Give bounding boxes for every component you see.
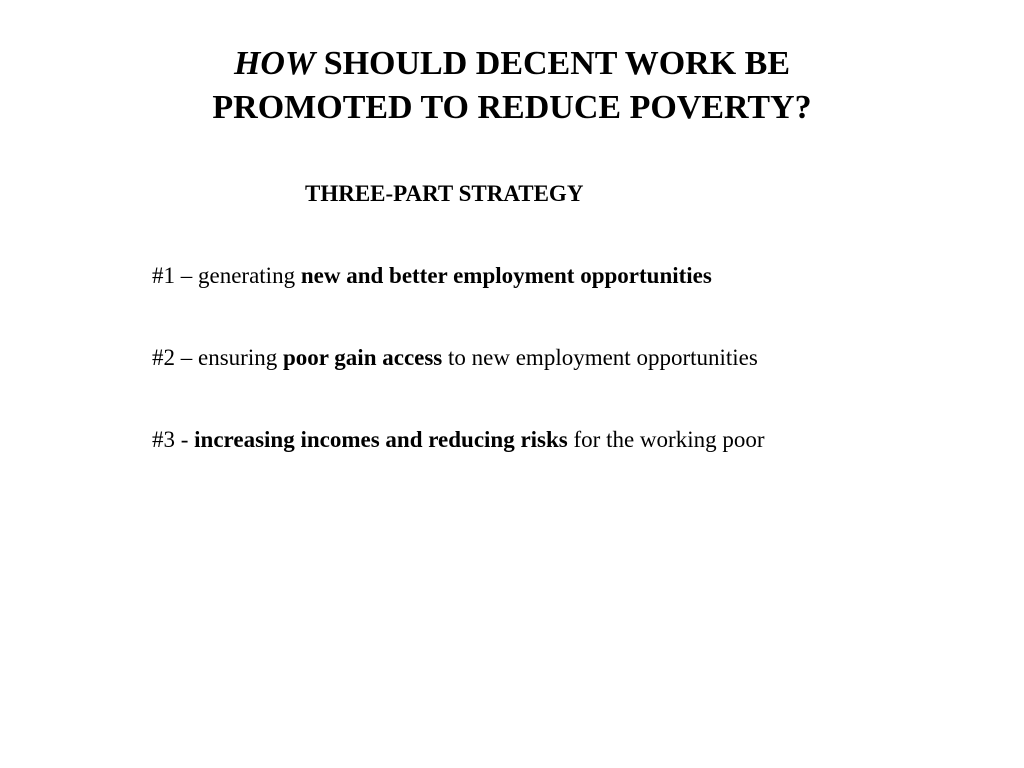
point-3-bold: increasing incomes and reducing risks: [194, 427, 568, 452]
strategy-point-3: [152, 425, 765, 455]
slide-title: [0, 42, 1024, 130]
point-3-suffix: for the working poor: [567, 427, 765, 452]
point-2-suffix: to new employment opportunities: [442, 345, 758, 370]
strategy-subtitle: THREE-PART STRATEGY: [305, 181, 584, 206]
point-1-bold: new and better employment opportunities: [300, 263, 712, 288]
strategy-point-1: [152, 261, 712, 291]
title-line-2: PROMOTED TO REDUCE POVERTY?: [212, 89, 812, 126]
strategy-point-2: [152, 343, 758, 373]
point-2-bold: poor gain access: [282, 345, 443, 370]
title-emphasis: HOW: [233, 45, 316, 82]
title-line-1-text: SHOULD DECENT WORK BE: [315, 45, 791, 82]
point-2-prefix: #2 – ensuring: [152, 345, 283, 370]
point-1-prefix: #1 – generating: [152, 263, 301, 288]
title-line-1: [0, 42, 1024, 86]
point-3-prefix: #3 -: [152, 427, 195, 452]
